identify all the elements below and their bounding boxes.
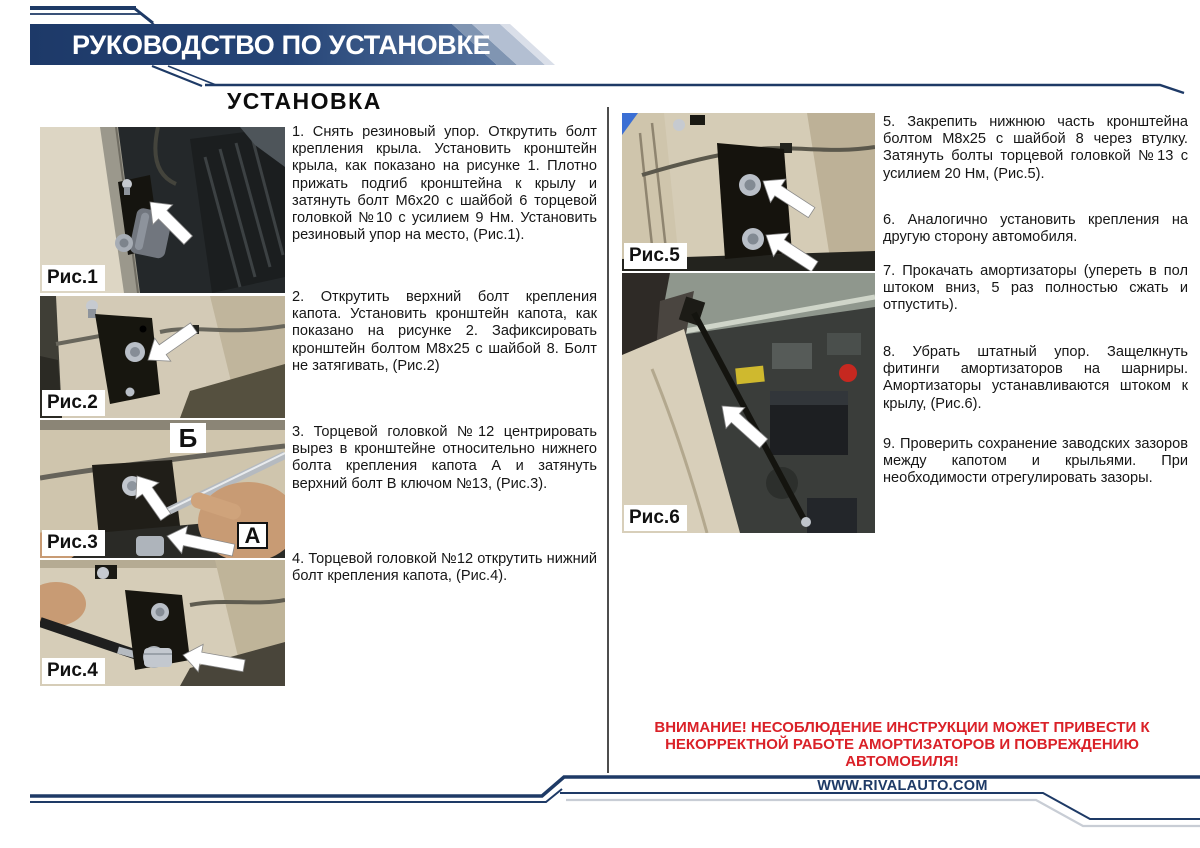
figure-5-photo [622, 113, 875, 271]
figure-3-label: Рис.3 [42, 530, 105, 556]
step-3: 3. Торцевой головкой №12 центрировать вырез в кронштейне относительно нижнего болта крепления капота А и затянуть верхний болт В ключом №13, (Рис.3). [292, 424, 597, 492]
step-8: 8. Убрать штатный упор. Защелкнуть фитинги амортизаторов на шарниры. Амортизаторы устанавливаются штоком к крылу, (Рис.6). [883, 344, 1188, 412]
figure-6-photo [622, 273, 875, 533]
figure-1-label: Рис.1 [42, 265, 105, 291]
step-5: 5. Закрепить нижнюю часть кронштейна болтом М8х25 с шайбой 8 через втулку. Затянуть болты торцевой головкой №13 с усилием 20 Нм, (Рис.5). [883, 114, 1188, 182]
figure-3-letter-b: Б [170, 423, 206, 453]
figure-3-letter-a: А [237, 522, 268, 549]
figure-6-label: Рис.6 [624, 505, 687, 531]
figure-3-photo [40, 420, 285, 558]
section-title: УСТАНОВКА [227, 88, 382, 114]
figure-2-label: Рис.2 [42, 390, 105, 416]
header-banner [0, 0, 1200, 100]
step-6: 6. Аналогично установить крепления на другую сторону автомобиля. [883, 212, 1188, 246]
step-7: 7. Прокачать амортизаторы (упереть в пол штоком вниз, 5 раз полностью сжать и отпустить). [883, 263, 1188, 314]
step-4: 4. Торцевой головкой №12 открутить нижний болт крепления капота, (Рис.4). [292, 551, 597, 585]
website-link[interactable]: WWW.RIVALAUTO.COM [817, 778, 988, 794]
manual-title: РУКОВОДСТВО ПО УСТАНОВКЕ [72, 30, 491, 60]
figure-1-photo [40, 127, 285, 293]
warning-text: ВНИМАНИЕ! НЕСОБЛЮДЕНИЕ ИНСТРУКЦИИ МОЖЕТ ПРИВЕСТИ К НЕКОРРЕКТНОЙ РАБОТЕ АМОРТИЗАТОРОВ И ПОВРЕЖДЕНИЮ АВТОМОБИЛЯ! [654, 719, 1150, 770]
figure-6-scene [622, 273, 875, 533]
figure-5-label: Рис.5 [624, 243, 687, 269]
step-2: 2. Открутить верхний болт крепления капота. Установить кронштейн капота, как показано на рисунке 2. Зафиксировать кронштейн болтом М8х25 с шайбой 8. Болт не затягивать, (Рис.2) [292, 289, 597, 374]
step-9: 9. Проверить сохранение заводских зазоров между капотом и крыльями. При необходимости отрегулировать зазоры. [883, 436, 1188, 487]
figure-4-label: Рис.4 [42, 658, 105, 684]
column-divider [607, 107, 609, 773]
figure-4-photo [40, 560, 285, 686]
figure-2-photo [40, 296, 285, 418]
step-1: 1. Снять резиновый упор. Открутить болт крепления крыла. Установить кронштейн крыла, как показано на рисунке 1. Плотно прижать подгиб кронштейна к крылу и затянуть болт М6х20 с шайбой 6 торцевой головкой №10 с усилием 9 Нм. Установить резиновый упор на место, (Рис.1). [292, 124, 597, 244]
